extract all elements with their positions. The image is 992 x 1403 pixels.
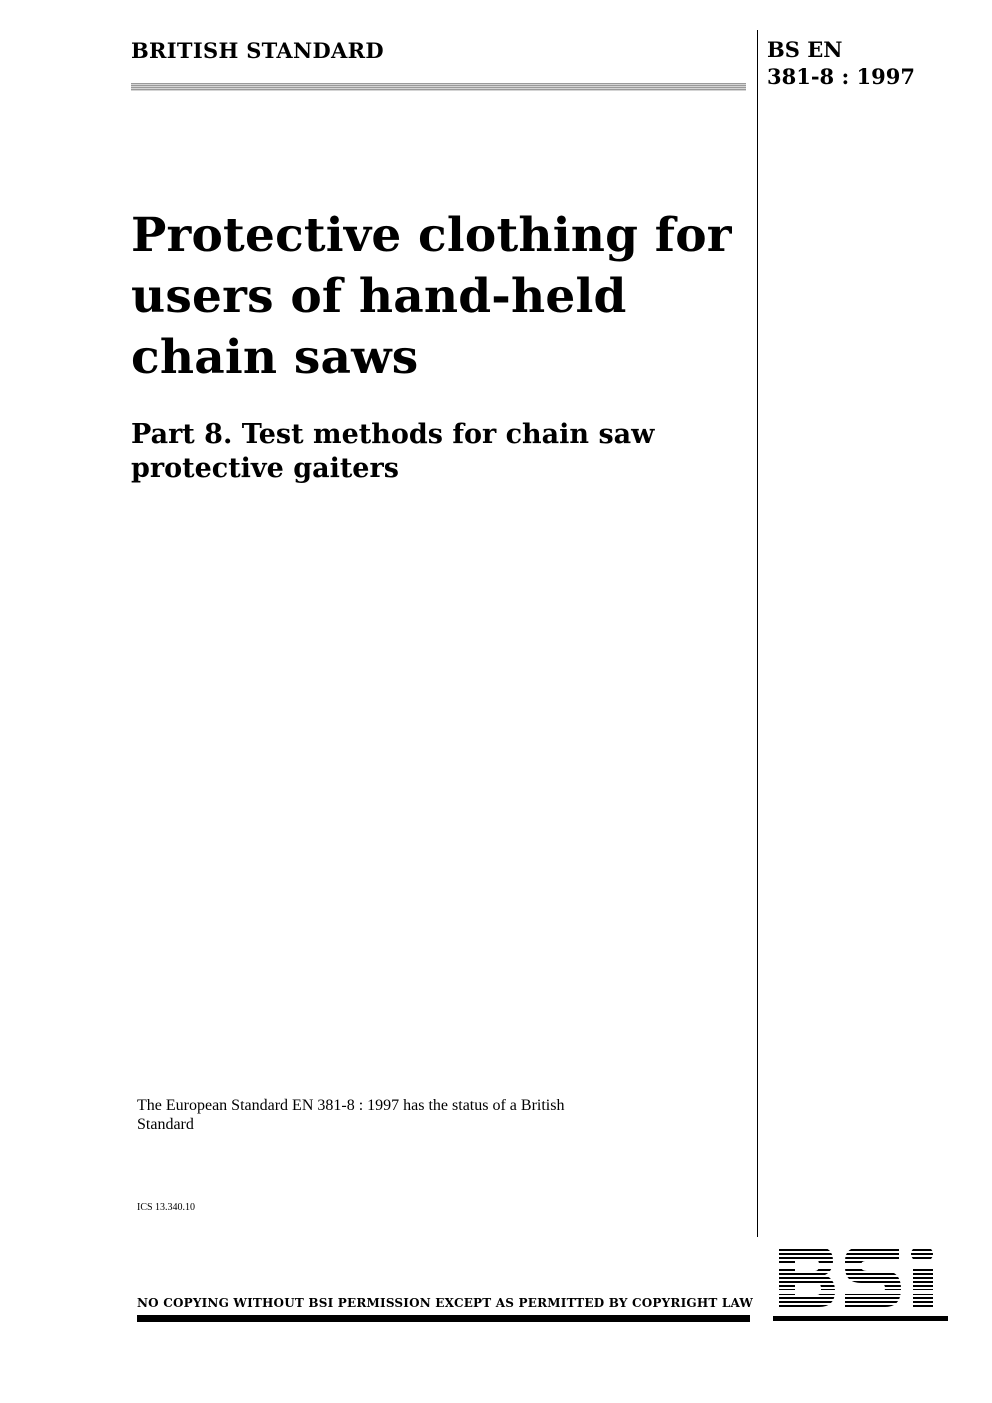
- header-rule: [131, 83, 746, 91]
- ics-code: ICS 13.340.10: [137, 1202, 196, 1213]
- document-title: Protective clothing for users of hand-held chain saws: [131, 208, 732, 385]
- standard-number: [767, 36, 915, 90]
- header-label: BRITISH STANDARD: [131, 38, 384, 63]
- standard-number-line1: BS EN: [767, 37, 843, 62]
- document-subtitle: Part 8. Test methods for chain saw protective gaiters: [131, 419, 655, 484]
- status-note: The European Standard EN 381-8 : 1997 has the status of a British Standard: [137, 1097, 565, 1133]
- bsi-logo: [773, 1245, 948, 1323]
- vertical-divider: [757, 30, 758, 1237]
- footer-rule: [137, 1315, 750, 1322]
- standard-number-line2: 381-8 : 1997: [767, 64, 915, 89]
- copyright-notice: NO COPYING WITHOUT BSI PERMISSION EXCEPT AS PERMITTED BY COPYRIGHT LAW: [137, 1296, 754, 1310]
- bsi-logo-rule: [773, 1316, 948, 1321]
